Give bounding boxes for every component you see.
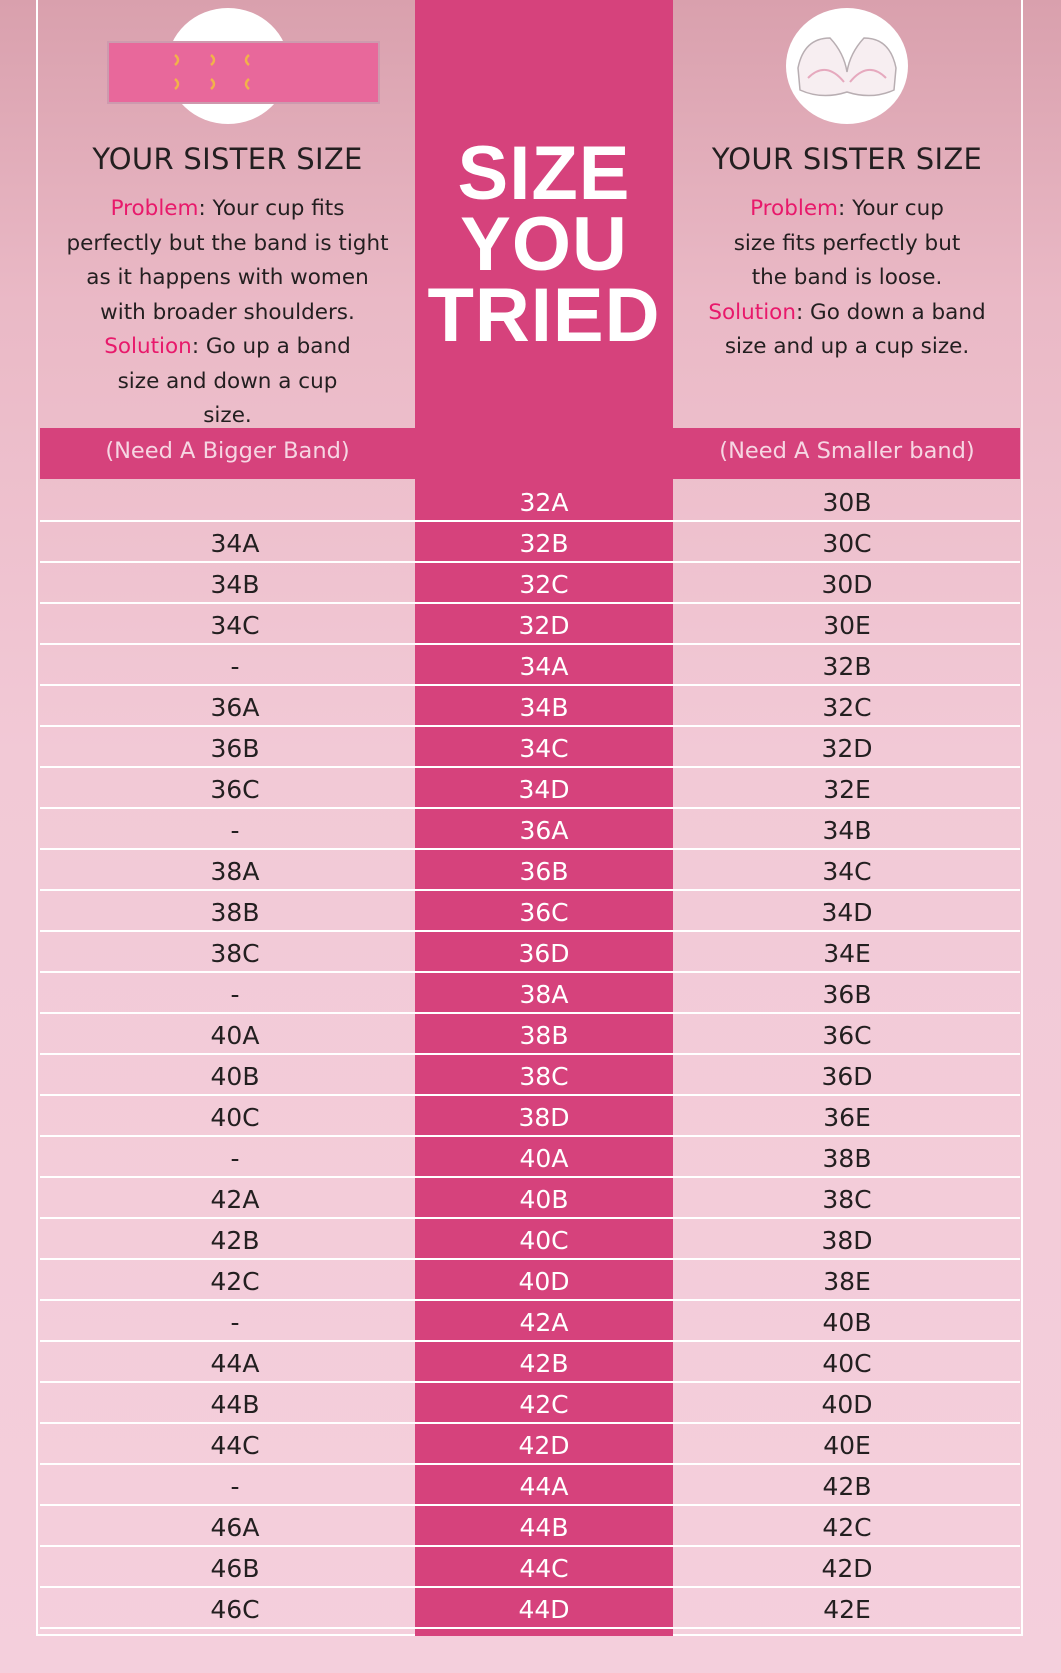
table-row [40,1506,1020,1547]
size-table [40,481,1020,1629]
table-row [40,809,1020,850]
table-row [40,1137,1020,1178]
bigger-band-size-cell: 40C [210,1103,260,1132]
tried-size-cell: 42D [518,1431,570,1460]
tried-size-cell: 36D [518,939,570,968]
right-panel-title: YOUR SISTER SIZE [711,142,983,176]
table-row [40,1465,1020,1506]
tried-size-cell: 42B [519,1349,569,1378]
tried-size-cell: 40A [519,1144,569,1173]
left-solution-text: : Go up a band size and down a cup size. [117,334,351,428]
smaller-band-size-cell: 34E [823,939,871,968]
bigger-band-size-cell: - [230,816,240,845]
smaller-band-size-cell: 42D [821,1554,873,1583]
left-panel-title: YOUR SISTER SIZE [92,142,363,176]
left-panel-description [40,192,415,434]
bigger-band-size-cell: 36B [210,734,260,763]
right-solution-line [674,296,1020,365]
tried-size-cell: 34D [518,775,570,804]
tried-size-cell: 38D [518,1103,570,1132]
smaller-band-size-cell: 32B [822,652,872,681]
title-line-size: SIZE [457,131,631,216]
table-row [40,891,1020,932]
hook-eye-icon [109,43,378,102]
right-panel-description [674,192,1020,365]
right-problem-text: : Your cup size fits perfectly but the band is loose. [733,196,961,290]
bigger-band-size-cell: - [230,1308,240,1337]
smaller-band-size-cell: 36B [822,980,872,1009]
bra-icon-circle [786,8,908,124]
table-row [40,522,1020,563]
tried-size-cell: 44D [518,1595,570,1624]
bigger-band-size-cell: - [230,1472,240,1501]
smaller-band-size-cell: 36C [822,1021,872,1050]
smaller-band-size-cell: 32D [821,734,873,763]
left-solution-label: Solution [104,334,192,359]
table-row [40,1424,1020,1465]
table-row [40,1096,1020,1137]
smaller-band-size-cell: 42B [822,1472,872,1501]
smaller-band-size-cell: 34D [821,898,873,927]
smaller-band-size-cell: 30D [821,570,873,599]
bigger-band-size-cell: 34B [210,570,260,599]
bigger-band-size-cell: 40A [210,1021,260,1050]
smaller-band-size-cell: 40C [822,1349,872,1378]
bigger-band-size-cell: - [230,652,240,681]
table-row [40,932,1020,973]
smaller-band-label: (Need A Smaller band) [719,438,975,464]
left-problem-line [40,192,415,330]
left-problem-text: : Your cup fits perfectly but the band is tight as it happens with women with broader shoulders. [66,196,389,325]
left-problem-label: Problem [110,196,199,221]
right-problem-label: Problem [750,196,838,221]
smaller-band-size-cell: 42C [822,1513,872,1542]
tried-size-cell: 44C [519,1554,569,1583]
table-row [40,1260,1020,1301]
tried-size-cell: 32B [519,529,569,558]
tried-size-cell: 44B [519,1513,569,1542]
smaller-band-size-cell: 30E [823,611,871,640]
table-row [40,1342,1020,1383]
table-row [40,563,1020,604]
table-row [40,1219,1020,1260]
title-line-tried: TRIED [427,273,661,358]
left-solution-line [40,330,415,434]
tried-size-cell: 36B [519,857,569,886]
bigger-band-size-cell: - [230,980,240,1009]
tried-size-cell: 36C [519,898,569,927]
smaller-band-size-cell: 38D [821,1226,873,1255]
bigger-band-size-cell: 36C [210,775,260,804]
size-you-tried-title [415,131,673,358]
bigger-band-size-cell: 38A [210,857,260,886]
title-line-you: YOU [460,202,628,287]
tried-size-cell: 40C [519,1226,569,1255]
smaller-band-size-cell: 38E [823,1267,871,1296]
tried-size-cell: 44A [519,1472,569,1501]
tried-size-cell: 32D [518,611,570,640]
tried-size-cell: 34C [519,734,569,763]
tried-size-cell: 32A [519,488,569,517]
table-row [40,1055,1020,1096]
bigger-band-size-cell: 42B [210,1226,260,1255]
smaller-band-size-cell: 36E [823,1103,871,1132]
tried-size-cell: 40B [519,1185,569,1214]
table-row [40,1178,1020,1219]
table-row [40,604,1020,645]
table-row [40,727,1020,768]
bigger-band-size-cell: 46A [210,1513,260,1542]
bigger-band-size-cell: 46B [210,1554,260,1583]
bigger-band-size-cell: 42C [210,1267,260,1296]
table-row [40,481,1020,522]
smaller-band-size-cell: 34B [822,816,872,845]
smaller-band-size-cell: 38C [822,1185,872,1214]
tried-size-cell: 32C [519,570,569,599]
bigger-band-size-cell [40,481,430,520]
tried-size-cell: 40D [518,1267,570,1296]
bigger-band-size-cell: 40B [210,1062,260,1091]
smaller-band-size-cell: 42E [823,1595,871,1624]
table-row [40,1588,1020,1629]
bra-icon [786,8,908,124]
smaller-band-size-cell: 30B [822,488,872,517]
bigger-band-size-cell: 44C [210,1431,260,1460]
table-row [40,1301,1020,1342]
smaller-band-size-cell: 36D [821,1062,873,1091]
bigger-band-size-cell: 38B [210,898,260,927]
smaller-band-size-cell: 32C [822,693,872,722]
tried-size-cell: 38B [519,1021,569,1050]
left-sister-size-panel [40,0,415,428]
tried-size-cell: 38C [519,1062,569,1091]
table-row [40,645,1020,686]
table-row [40,1014,1020,1055]
right-problem-line [674,192,1020,296]
bigger-band-size-cell: 34C [210,611,260,640]
bigger-band-size-cell: 42A [210,1185,260,1214]
tried-size-cell: 42A [519,1308,569,1337]
tried-size-cell: 36A [519,816,569,845]
table-row [40,686,1020,727]
smaller-band-size-cell: 40E [823,1431,871,1460]
tried-size-cell: 38A [519,980,569,1009]
table-row [40,850,1020,891]
right-solution-text: : Go down a band size and up a cup size. [724,299,986,359]
right-sister-size-panel [674,0,1020,428]
bigger-band-size-cell: 46C [210,1595,260,1624]
tried-size-cell: 34B [519,693,569,722]
table-row [40,1547,1020,1588]
smaller-band-size-cell: 34C [822,857,872,886]
smaller-band-size-cell: 40D [821,1390,873,1419]
bigger-band-label: (Need A Bigger Band) [105,438,350,464]
bigger-band-size-cell: - [230,1144,240,1173]
bra-hook-tape-icon [107,41,380,104]
bigger-band-size-cell: 36A [210,693,260,722]
table-row [40,973,1020,1014]
bigger-band-size-cell: 44A [210,1349,260,1378]
tried-size-cell: 42C [519,1390,569,1419]
bigger-band-size-cell: 44B [210,1390,260,1419]
smaller-band-size-cell: 40B [822,1308,872,1337]
tried-size-cell: 34A [519,652,569,681]
smaller-band-size-cell: 32E [823,775,871,804]
smaller-band-size-cell: 38B [822,1144,872,1173]
table-row [40,768,1020,809]
bigger-band-size-cell: 38C [210,939,260,968]
smaller-band-size-cell: 30C [822,529,872,558]
bigger-band-size-cell: 34A [210,529,260,558]
right-solution-label: Solution [708,299,796,325]
table-row [40,1383,1020,1424]
